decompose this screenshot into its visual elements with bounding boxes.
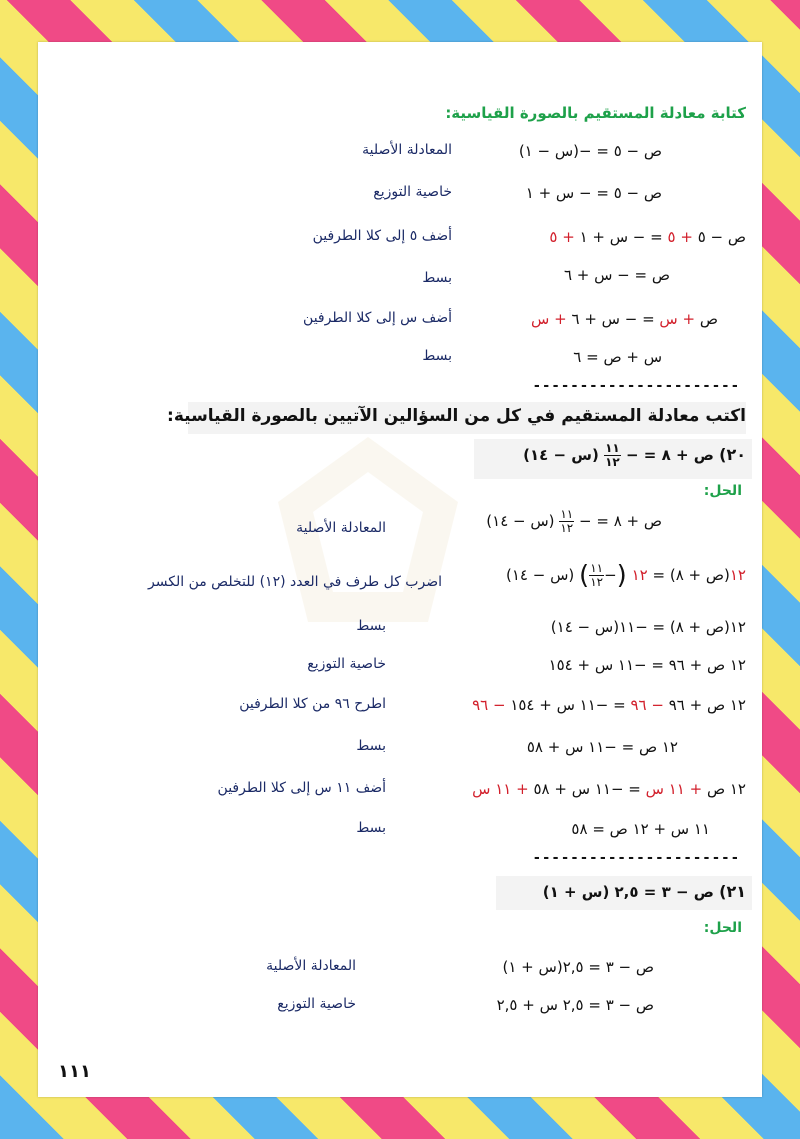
s2-row7-equation: ١٢ ص + ١١ س = −١١ س + ٥٨ + ١١ س (472, 780, 746, 798)
divider-1: ---------------------- (532, 378, 740, 394)
solution-label-20: الحل: (703, 483, 742, 499)
section1-heading: كتابة معادلة المستقيم بالصورة القياسية: (445, 104, 746, 122)
fraction: $\frac{١١}{١٢}$ (605, 441, 620, 469)
page-number: ١١١ (58, 1061, 91, 1082)
s1-row6-note: بسط (422, 348, 452, 364)
s2-row4-equation: ١٢ ص + ٩٦ = −١١ س + ١٥٤ (548, 656, 746, 674)
s2-row5-equation: ١٢ ص + ٩٦ − ٩٦ = −١١ س + ١٥٤ − ٩٦ (472, 696, 746, 714)
s2-row5-note: اطرح ٩٦ من كلا الطرفين (239, 696, 386, 712)
s2-row1-equation: ص + ٨ = − $\frac{١١}{١٢}$ (س − ١٤) (486, 507, 662, 535)
s2-row6-note: بسط (356, 738, 386, 754)
s3-row1-equation: ص − ٣ = ٢,٥(س + ١) (502, 958, 654, 976)
problem-21: ٢١) ص − ٣ = ٢,٥ (س + ١) (542, 882, 746, 901)
s1-row5-note: أضف س إلى كلا الطرفين (303, 310, 452, 326)
s2-row8-note: بسط (356, 820, 386, 836)
s1-row2-equation: ص − ٥ = − س + ١ (525, 184, 662, 202)
s3-row2-equation: ص − ٣ = ٢,٥ س + ٢,٥ (496, 996, 654, 1014)
s1-row4-equation: ص = − س + ٦ (563, 266, 670, 284)
problem-20: ٢٠) ص + ٨ = − $\frac{١١}{١٢}$ (س − ١٤) (523, 441, 746, 469)
s2-row6-equation: ١٢ ص = −١١ س + ٥٨ (526, 738, 678, 756)
s2-row4-note: خاصية التوزيع (307, 656, 386, 672)
s1-row2-note: خاصية التوزيع (373, 184, 452, 200)
s1-row3-equation: ص − ٥ + ٥ = − س + ١ + ٥ (549, 228, 746, 246)
worksheet-page (38, 42, 762, 1097)
s2-row2-note: اضرب كل طرف في العدد (١٢) للتخلص من الكسر (148, 574, 442, 590)
s2-row3-equation: ١٢(ص + ٨) = −١١(س − ١٤) (550, 618, 746, 636)
section2-heading: اكتب معادلة المستقيم في كل من السؤالين الآتيين بالصورة القياسية: (167, 406, 746, 426)
s1-row5-equation: ص + س = − س + ٦ + س (531, 310, 718, 328)
problem-number: ٢٠) (719, 445, 746, 464)
s2-row7-note: أضف ١١ س إلى كلا الطرفين (217, 780, 386, 796)
s1-row4-note: بسط (422, 270, 452, 286)
s2-row2-equation: ١٢(ص + ٨) = ١٢ (− $\frac{١١}{١٢}$ ) (س − ١٤) (506, 560, 746, 591)
divider-2: ---------------------- (532, 850, 740, 866)
s2-row1-note: المعادلة الأصلية (296, 520, 386, 536)
s1-row3-note: أضف ٥ إلى كلا الطرفين (312, 228, 452, 244)
s1-row6-equation: س + ص = ٦ (573, 348, 662, 366)
s3-row2-note: خاصية التوزيع (277, 996, 356, 1012)
s2-row8-equation: ١١ س + ١٢ ص = ٥٨ (571, 820, 710, 838)
solution-label-21: الحل: (703, 920, 742, 936)
s1-row1-equation: ص − ٥ = −(س − ١) (518, 142, 662, 160)
s2-row3-note: بسط (356, 618, 386, 634)
s1-row1-note: المعادلة الأصلية (362, 142, 452, 158)
s3-row1-note: المعادلة الأصلية (266, 958, 356, 974)
